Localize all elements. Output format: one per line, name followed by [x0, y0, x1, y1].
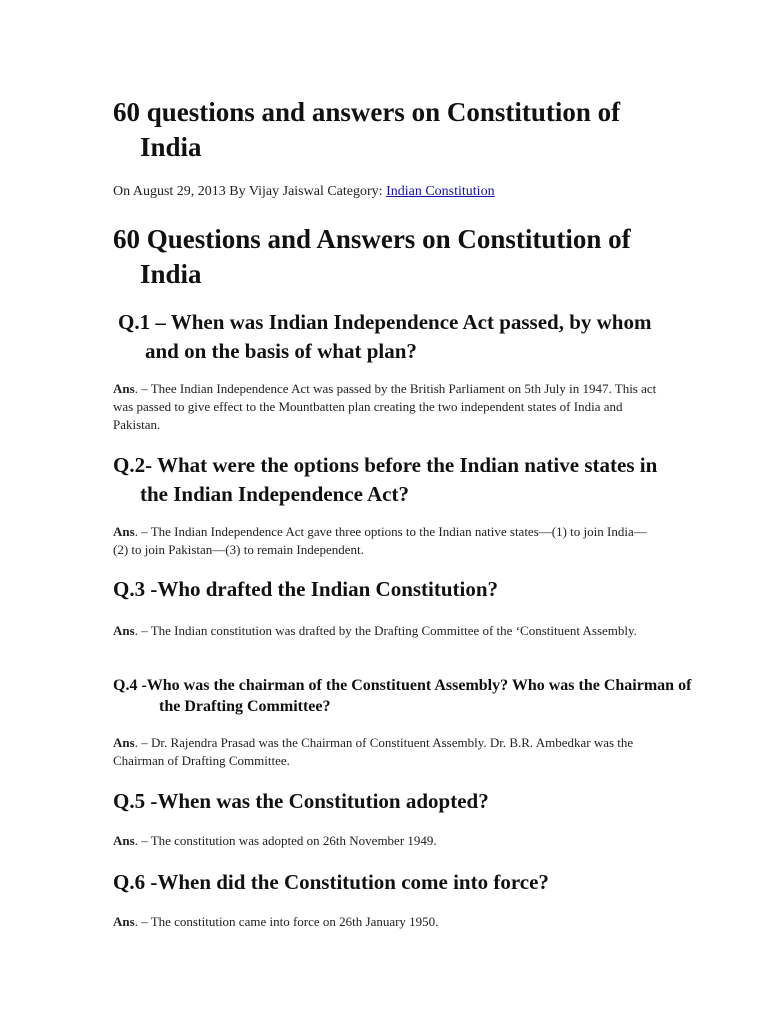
answer-text: . – Thee Indian Independence Act was passed by the British Parliament on 5th July in 1947. This act was passed to give effect to the Mountbatten plan creating the two independent states of India and Pakistan. — [113, 381, 657, 432]
answer-label: Ans — [113, 735, 135, 750]
answer-4 — [113, 734, 658, 770]
answer-5 — [113, 832, 658, 850]
answer-text: . – The Indian constitution was drafted by the Drafting Committee of the ‘Constituent Assembly. — [134, 623, 637, 638]
question-5: Q.5 -When was the Constitution adopted? — [113, 789, 489, 813]
answer-text: . – Dr. Rajendra Prasad was the Chairman of Constituent Assembly. Dr. B.R. Ambedkar was the Chairman of Drafting Committee. — [113, 735, 634, 768]
post-meta — [113, 183, 658, 201]
answer-1 — [113, 380, 658, 434]
question-2: Q.2- What were the options before the Indian native states in the Indian Independence Act? — [113, 453, 658, 506]
post-meta-text: On August 29, 2013 By Vijay Jaiswal Category: — [113, 184, 387, 199]
answer-6 — [113, 913, 658, 931]
answer-label: Ans — [113, 914, 135, 929]
answer-label: Ans — [113, 381, 135, 396]
answer-text: . – The constitution was adopted on 26th November 1949. — [134, 833, 437, 848]
answer-label: Ans — [113, 833, 135, 848]
category-link[interactable]: Indian Constitution — [386, 184, 495, 199]
question-3: Q.3 -Who drafted the Indian Constitution? — [113, 577, 499, 601]
question-4: Q.4 -Who was the chairman of the Constituent Assembly? Who was the Chairman of the Drafting Committee? — [113, 677, 692, 715]
answer-2 — [113, 523, 658, 559]
question-1: Q.1 – When was Indian Independence Act passed, by whom and on the basis of what plan? — [118, 310, 652, 363]
answer-text: . – The constitution came into force on 26th January 1950. — [134, 914, 439, 929]
answer-3 — [113, 622, 658, 640]
page-title: 60 questions and answers on Constitution of India — [113, 97, 621, 162]
article-heading: 60 Questions and Answers on Constitution of India — [113, 224, 631, 289]
answer-text: . – The Indian Independence Act gave three options to the Indian native states—(1) to join India—(2) to join Pakistan—(3) to remain Independent. — [113, 524, 647, 557]
question-6: Q.6 -When did the Constitution come into force? — [113, 870, 549, 894]
answer-label: Ans — [113, 524, 135, 539]
answer-label: Ans — [113, 623, 135, 638]
